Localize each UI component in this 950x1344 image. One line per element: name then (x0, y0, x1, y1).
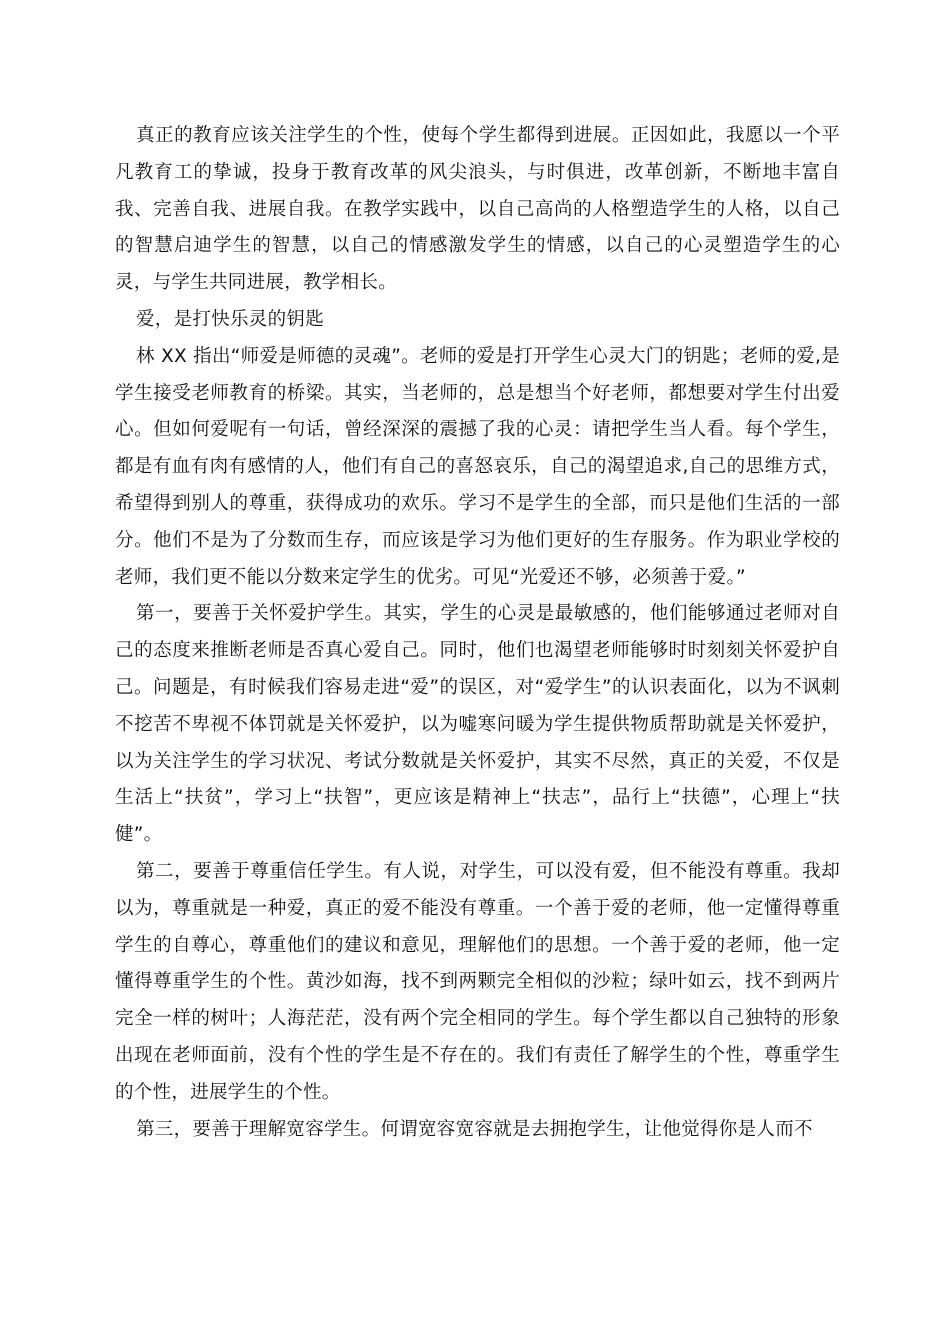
section-heading: 爱，是打快乐灵的钥匙 (136, 308, 325, 330)
document-body (115, 118, 840, 1148)
paragraph-intro: 真正的教育应该关注学生的个性，使每个学生都得到进展。正因如此，我愿以一个平凡教育工的挚诚，投身于教育改革的风尖浪头，与时俱进，改革创新，不断地丰富自我、完善自我、进展自我。在教学实践中，以自己高尚的人格塑造学生的人格，以自己的智慧启迪学生的智慧，以自己的情感激发学生的情感，以自己的心灵塑造学生的心灵，与学生共同进展，教学相长。 (115, 125, 840, 294)
paragraph-teacher-love: 林 XX 指出“师爱是师德的灵魂”。老师的爱是打开学生心灵大门的钥匙；老师的爱,是学生接受老师教育的桥梁。其实，当老师的，总是想当个好老师，都想要对学生付出爱心。但如何爱呢有一句话，曾经深深的震撼了我的心灵：请把学生当人看。每个学生，都是有血有肉有感情的人，他们有自己的喜怒哀乐，自己的渴望追求,自己的思维方式，希望得到别人的尊重，获得成功的欢乐。学习不是学生的全部，而只是他们生活的一部分。他们不是为了分数而生存，而应该是学习为他们更好的生存服务。作为职业学校的老师，我们更不能以分数来定学生的优劣。可见“光爱还不够，必须善于爱。” (115, 345, 840, 588)
paragraph-point-two: 第二，要善于尊重信任学生。有人说，对学生，可以没有爱，但不能没有尊重。我却以为，尊重就是一种爱，真正的爱不能没有尊重。一个善于爱的老师，他一定懂得尊重学生的自尊心，尊重他们的建议和意见，理解他们的思想。一个善于爱的老师，他一定懂得尊重学生的个性。黄沙如海，找不到两颗完全相似的沙粒；绿叶如云，找不到两片完全一样的树叶；人海茫茫，没有两个完全相同的学生。每个学生都以自己独特的形象出现在老师面前，没有个性的学生是不存在的。我们有责任了解学生的个性，尊重学生的个性，进展学生的个性。 (115, 860, 840, 1103)
paragraph-point-three: 第三，要善于理解宽容学生。何谓宽容宽容就是去拥抱学生，让他觉得你是人而不 (136, 1118, 813, 1140)
paragraph-point-one: 第一，要善于关怀爱护学生。其实，学生的心灵是最敏感的，他们能够通过老师对自己的态度来推断老师是否真心爱自己。同时，他们也渴望老师能够时时刻刻关怀爱护自己。问题是，有时候我们容易走进“爱”的误区，对“爱学生”的认识表面化，以为不讽刺不挖苦不卑视不体罚就是关怀爱护，以为嘘寒问暖为学生提供物质帮助就是关怀爱护，以为关注学生的学习状况、考试分数就是关怀爱护，其实不尽然，真正的关爱，不仅是生活上“扶贫”，学习上“扶智”，更应该是精神上“扶志”，品行上“扶德”，心理上“扶健”。 (115, 603, 840, 846)
